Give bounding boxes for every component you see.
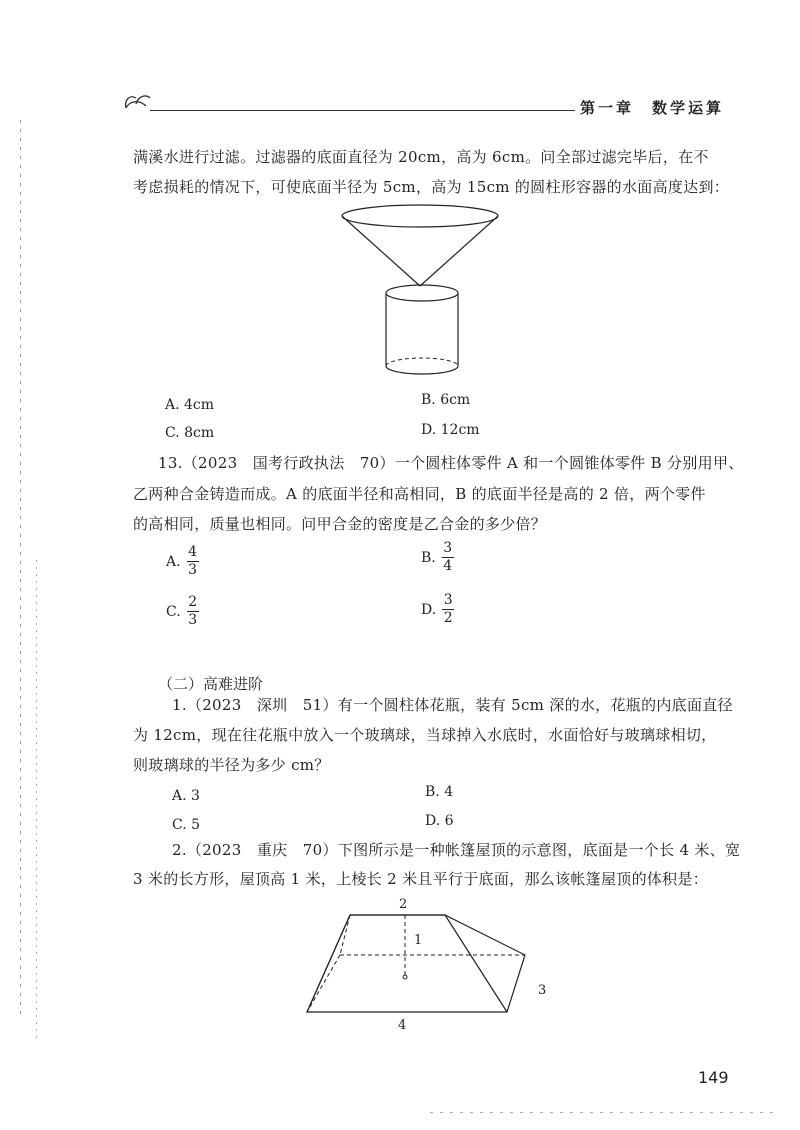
scan-margin-artifact <box>20 120 21 1020</box>
option-12-b: B. 6cm <box>421 392 471 408</box>
option-12-d: D. 12cm <box>421 422 480 438</box>
option-13-b: B. 3 4 <box>421 540 453 574</box>
option-13-d: D. 3 2 <box>421 592 453 626</box>
chapter-title: 第一章 数学运算 <box>580 99 725 117</box>
page-number: 149 <box>698 1068 729 1087</box>
option-13-a: A. 4 3 <box>166 544 198 578</box>
problem-13-line-3: 的高相同，质量也相同。问甲合金的密度是乙合金的多少倍？ <box>133 515 547 533</box>
figure-label-top: 2 <box>399 897 408 912</box>
ridge-right-down <box>445 915 507 1012</box>
option-12-c: C. 8cm <box>165 425 215 441</box>
option-adv1-d: D. 6 <box>425 813 454 829</box>
left-back-dashed <box>307 955 340 1012</box>
header-rule <box>150 110 575 111</box>
scan-bottom-artifact <box>430 1112 780 1113</box>
cylinder-top <box>386 285 458 301</box>
option-12-a: A. 4cm <box>165 397 215 413</box>
problem-13-line-1: 13.（2023 国考行政执法 70）一个圆柱体零件 A 和一个圆锥体零件 B 分别用甲、 <box>158 454 744 472</box>
advanced-1-line-3: 则玻璃球的半径为多少 cm？ <box>133 756 330 774</box>
advanced-1-line-1: 1.（2023 深圳 51）有一个圆柱体花瓶，装有 5cm 深的水，花瓶的内底面直径 <box>172 696 733 714</box>
advanced-2-line-1: 2.（2023 重庆 70）下图所示是一种帐篷屋顶的示意图，底面是一个长 4 米、宽 <box>172 841 741 859</box>
problem-12-line-2: 考虑损耗的情况下，可使底面半径为 5cm，高为 15cm 的圆柱形容器的水面高度达到： <box>133 178 730 196</box>
problem-13-line-2: 乙两种合金铸造而成。A 的底面半径和高相同，B 的底面半径是高的 2 倍，两个零件 <box>133 485 706 503</box>
ridge-left-down <box>307 915 350 1012</box>
funnel-cylinder-figure <box>330 198 510 388</box>
option-adv1-c: C. 5 <box>172 817 201 833</box>
problem-12-line-1: 满溪水进行过滤。过滤器的底面直径为 20cm，高为 6cm。问全部过滤完毕后，在不 <box>133 148 709 166</box>
roof-outline <box>307 915 525 1012</box>
figure-label-bottom: 4 <box>398 1018 407 1033</box>
height-foot <box>403 975 407 979</box>
cylinder-bottom-front <box>386 366 458 374</box>
cylinder-bottom-back <box>386 358 458 366</box>
tent-roof-figure <box>295 895 565 1040</box>
advanced-1-line-2: 为 12cm，现在往花瓶中放入一个玻璃球，当球掉入水底时，水面恰好与玻璃球相切， <box>133 726 717 744</box>
option-adv1-b: B. 4 <box>425 784 454 800</box>
figure-label-height: 1 <box>414 933 423 948</box>
figure-label-side: 3 <box>538 983 547 998</box>
scan-margin-artifact <box>36 560 37 1040</box>
option-13-c: C. 2 3 <box>166 594 198 628</box>
section-title: （二）高难进阶 <box>158 675 264 693</box>
leaf-ornament-icon <box>120 88 156 118</box>
funnel-rim <box>342 205 498 227</box>
option-adv1-a: A. 3 <box>172 788 200 804</box>
advanced-2-line-2: 3 米的长方形，屋顶高 1 米，上棱长 2 米且平行于底面，那么该帐篷屋顶的体积是： <box>133 870 709 888</box>
